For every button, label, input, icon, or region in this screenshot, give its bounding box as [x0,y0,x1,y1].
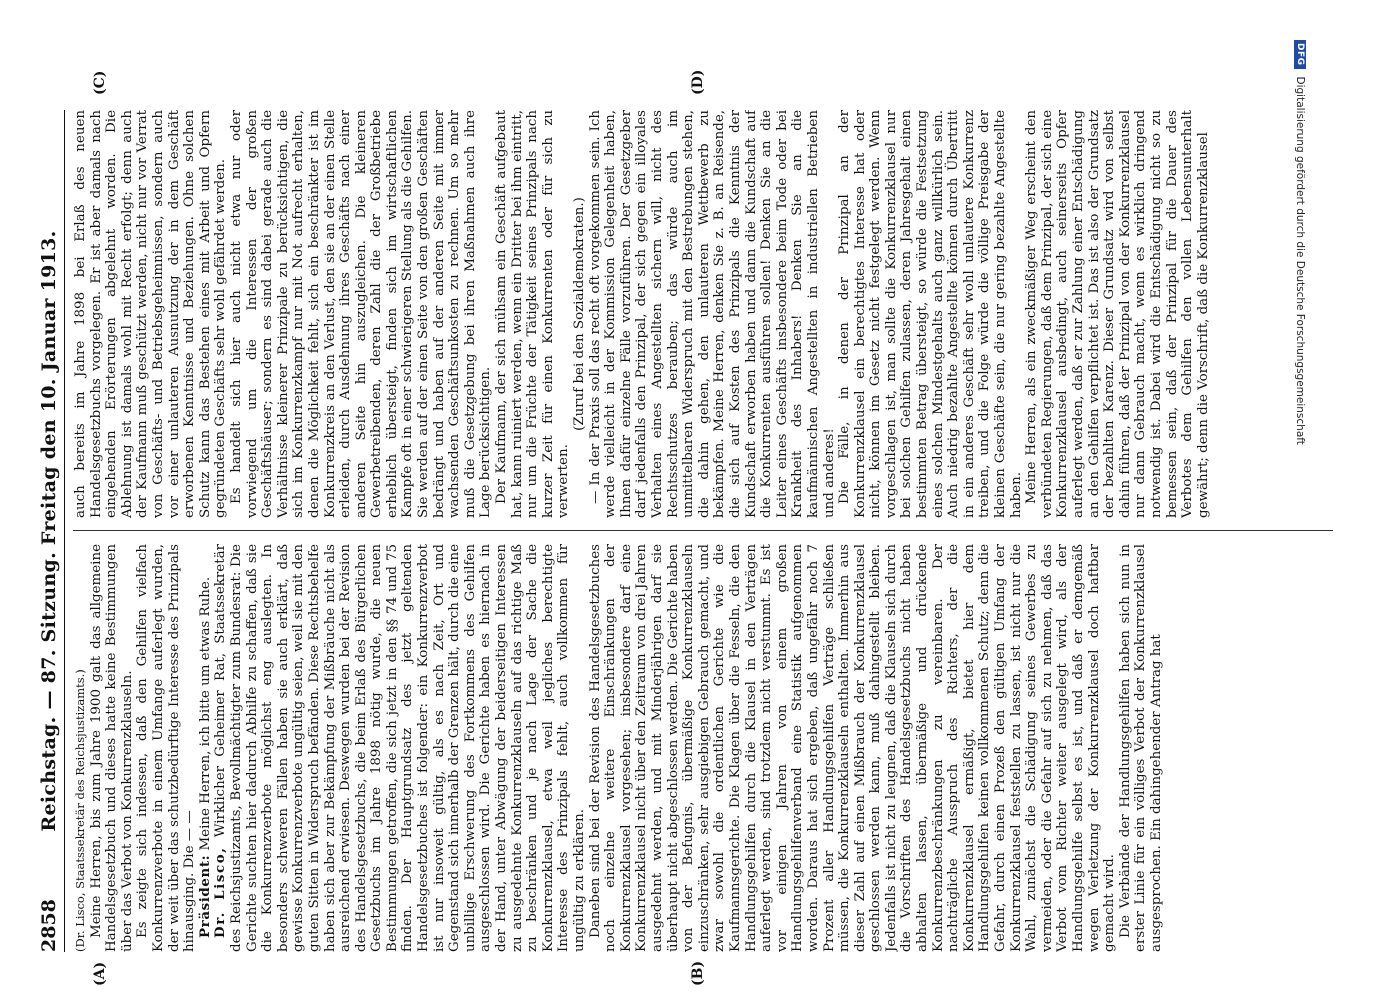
paragraph: Die Fälle, in denen der Prinzipal an der Konkurrenzklausel ein berechtigtes Interesse hat oder nicht, können im Gesetz nicht festgelegt werden. Wenn vorgeschlagen ist, man sollte die Konkurrenzklausel nur bei solchen Gehilfen zulassen, deren Jahresgehalt einen bestimmten Betrag übersteigt, so würde die Festsetzung eines solchen Mindestgehalts auch ganz willkürlich sein. Auch niedrig bezahlte Angestellte können durch Übertritt in ein anderes Geschäft sehr wohl unlautere Konkurrenz treiben, und die Folge würde die völlige Preisgabe der kleinen Geschäfte sein, die nur gering bezahlte Angestellte haben. [837,110,1024,518]
margin-marker-d: (D) [690,69,706,95]
paragraph: Die Verbände der Handlungsgehilfen haben sich nun in erster Linie für ein völliges Verbot der Konkurrenzklausel ausgesprochen. Ein dahingehender Antrag hat [1117,544,1164,952]
left-column [73,544,1333,952]
page-title: Reichstag. — 87. Sitzung. Freitag den 10. Januar 1913. [38,230,60,832]
paragraph: Der Kaufmann, der sich mühsam ein Geschäft aufgebaut hat, kann ruiniert werden, wenn ein Dritter bei ihm eintritt, nur um die Früchte der Tätigkeit seines Prinzipals nach kurzer Zeit für einen Konkurrenten oder für sich zu verwerten. [494,110,572,518]
paragraph: Es zeigte sich indessen, daß den Gehilfen vielfach Konkurrenzverbote in einem Umfange auferlegt wurden, der weit über das schutzbedürftige Interesse des Prinzipals hinausging. Die — — [135,544,198,952]
page-header [38,110,65,952]
paragraph: Daneben sind bei der Revision des Handelsgesetzbuches noch einzelne weitere Einschränkungen der Konkurrenzklausel vorgesehen; insbesondere darf eine Konkurrenzklausel nicht über den Zeitraum von drei Jahren ausgedehnt werden, und mit Minderjährigen darf sie überhaupt nicht abgeschlossen werden. Die Gerichte haben von der Befugnis, übermäßige Konkurrenzklauseln einzuschränken, sehr ausgiebigen Gebrauch gemacht, und zwar sowohl die ordentlichen Gerichte wie die Kaufmannsgerichte. Die Klagen über die Fesseln, die den Handlungsgehilfen durch die Klausel in den Verträgen auferlegt werden, sind trotzdem nicht verstummt. Es ist vor einigen Jahren von einem großen Handlungsgehilfenverband eine Statistik aufgenommen worden. Daraus hat sich ergeben, daß ungefähr noch 7 Prozent aller Handlungsgehilfen Verträge schließen müssen, die Konkurrenzklauseln enthalten. Immerhin aus dieser Zahl auf einen Mißbrauch der Konkurrenzklausel geschlossen werden kann, muß dahingestellt bleiben. Jedenfalls ist nicht zu leugnen, daß die Klauseln sich durch die Vorschriften des Handelsgesetzbuchs nicht haben abhalten lassen, übermäßige und drückende Konkurrenzbeschränkungen zu vereinbaren. Der nachträgliche Ausspruch des Richters, der die Konkurrenzklausel ermäßigt, bietet hier dem Handlungsgehilfen keinen vollkommenen Schutz; denn die Gefahr, durch einen Prozeß den gültigen Umfang der Konkurrenzklausel feststellen zu lassen, ist nicht nur die Wahl, zunächst die Schädigung seines Gewerbes zu vermeiden, oder die Gefahr auf sich zu nehmen, daß das Verbot vom Richter weiter ausgelegt wird, als der Handlungsgehilfe selbst es ist, und daß er demgemäß wegen Verletzung der Konkurrenzklausel doch haftbar gemacht wird. [587,544,1118,952]
speaker-context: (Dr. Lisco, Staatssekretär des Reichsjustizamts.) [73,669,87,952]
paragraph: — In der Praxis soll das recht oft vorgekommen sein. Ich werde vielleicht in der Kommission Gelegenheit haben, Ihnen dafür einzelne Fälle vorzuführen. Der Gesetzgeber darf jedenfalls den Prinzipal, der sich gegen ein illoyales Verhalten eines Angestellten sichern will, nicht des Rechtsschutzes berauben; das würde auch im unmittelbaren Widerspruch mit den Bestrebungen stehen, die dahin gehen, den unlauteren Wettbewerb zu bekämpfen. Meine Herren, denken Sie z. B. an Reisende, die sich auf Kosten des Prinzipals die Kenntnis der Kundschaft erworben haben und dann die Kundschaft auf die Konkurrenten ausführen sollen! Denken Sie an die Leiter eines Geschäfts insbesondere beim Tode oder bei Krankheit des Inhabers! Denken Sie an die kaufmännischen Angestellten in industriellen Betrieben und anderes! [587,110,837,518]
margin-marker-a: (A) [92,961,108,986]
interjection: (Zuruf bei den Sozialdemokraten.) [572,197,587,431]
right-column [73,110,1333,518]
digitization-credit: Digitalisierung gefördert durch die Deutsche Forschungsgemeinschaft [1294,76,1306,445]
column-divider [73,530,1333,531]
speaker-name: Dr. Lisco, [212,846,229,938]
page-number: 2858 [38,899,60,952]
digitization-note [1290,40,1310,940]
paragraph: Meine Herren, als ein zweckmäßiger Weg erscheint den verbündeten Regierungen, daß dem Prinzipal, der sich eine Konkurrenzklausel ausbedingt, auch seinerseits Opfer auferlegt werden, daß er zur Zahlung einer Entschädigung an den Gehilfen verpflichtet ist. Das ist also der Grundsatz der bezahlten Karenz. Dieser Grundsatz wird von selbst dahin führen, daß der Prinzipal von der Konkurrenzklausel nur dann Gebrauch macht, wenn es wirklich dringend notwendig ist. Dabei wird die Entschädigung nicht so zu bemessen sein, daß der Prinzipal für die Dauer des Verbotes dem Gehilfen den vollen Lebensunterhalt gewährt; denn die Vorschrift, daß die Konkurrenzklausel [1024,110,1211,518]
text-columns [73,110,1333,952]
paragraph: auch bereits im Jahre 1898 bei Erlaß des neuen Handelsgesetzbuchs vorgelegen. Er ist aber damals nach eingehenden Erörterungen abgelehnt worden. Die Ablehnung ist damals wohl mit Recht erfolgt; denn auch der Kaufmann muß geschützt werden, nicht nur vor Verrat von Geschäfts- und Betriebsgeheimnissen, sondern auch vor einer unlauteren Ausnutzung der in dem Geschäft erworbenen Kenntnisse und Beziehungen. Ohne solchen Schutz kann das Bestehen eines mit Arbeit und Opfern gegründeten Geschäfts sehr wohl gefährdet werden. [73,110,229,518]
speech-text: Wirklicher Geheimer Rat, Staatssekretär des Reichsjustizamts, Bevollmächtigter zum Bundesrat: Die Gerichte suchten hier dadurch Abhilfe zu schaffen, daß sie die Konkurrenzverbote möglichst eng auslegten. In besonders schweren Fällen haben sie auch erklärt, daß gewisse Konkurrenzverbote ungültig seien, weil sie mit den guten Sitten in Widerspruch befänden. Diese Rechtsbehelfe haben sich aber zur Bekämpfung der Mißbräuche nicht als ausreichend erwiesen. Deswegen wurden bei der Revision des Handelsgesetzbuchs, die beim Erlaß des Bürgerlichen Gesetzbuchs im Jahre 1898 nötig wurde, die neuen Bestimmungen getroffen, die sich jetzt in den §§ 74 und 75 finden. Der Hauptgrundsatz des jetzt geltenden Handelsgesetzbuches ist folgender: ein Konkurrenzverbot ist nur insoweit gültig, als es nach Zeit, Ort und Gegenstand sich innerhalb der Grenzen hält, durch die eine unbillige Erschwerung des Fortkommens des Gehilfen ausgeschlossen wird. Die Gerichte haben es hiernach in der Hand, unter Abwägung der beiderseitigen Interessen zu ausgedehnte Konkurrenzklauseln auf das richtige Maß zu beschränken und je nach Lage der Sache die Konkurrenzklausel, etwa weil jegliches berechtigte Interesse des Prinzipals fehlt, auch vollkommen für ungültig zu erklären. [213,544,587,952]
margin-marker-c: (C) [92,70,108,95]
paragraph: Es handelt sich hier auch nicht etwa nur oder vorwiegend um die Interessen der großen Geschäftshäuser; sondern es sind dabei gerade auch die Verhältnisse kleinerer Prinzipale zu berücksichtigen, die sich im Konkurrenzkampf nur mit Not aufrecht erhalten, denen die Möglichkeit fehlt, sich ein beschränkter ist im Konkurrenzkreis an den Verlust, den sie an der einen Stelle erleiden, durch Ausdehnung ihres Geschäfts nach einer anderen Seite hin auszugleichen. Die kleineren Gewerbetreibenden, deren Zahl die der Großbetriebe erheblich übersteigt, finden sich im wirtschaftlichen Kampfe oft in einer schwierigeren Stellung als die Gehilfen. Sie werden auf der einen Seite von den großen Geschäften bedrängt und haben auf der anderen Seite mit immer wachsenden Geschäftsunkosten zu rechnen. Um so mehr muß die Gesetzgebung bei ihren Maßnahmen auch ihre Lage berücksichtigen. [228,110,494,518]
speaker-name: Präsident: [196,854,213,938]
speech-text: Meine Herren, ich bitte um etwas Ruhe. [197,576,213,851]
dfg-logo: DFG [1294,40,1306,69]
margin-marker-b: (B) [690,960,706,986]
paragraph: Meine Herren, bis zum Jahre 1900 galt das allgemeine Handelsgesetzbuch und dieses hatte keine Bestimmungen über das Verbot von Konkurrenzklauseln. [88,544,135,952]
